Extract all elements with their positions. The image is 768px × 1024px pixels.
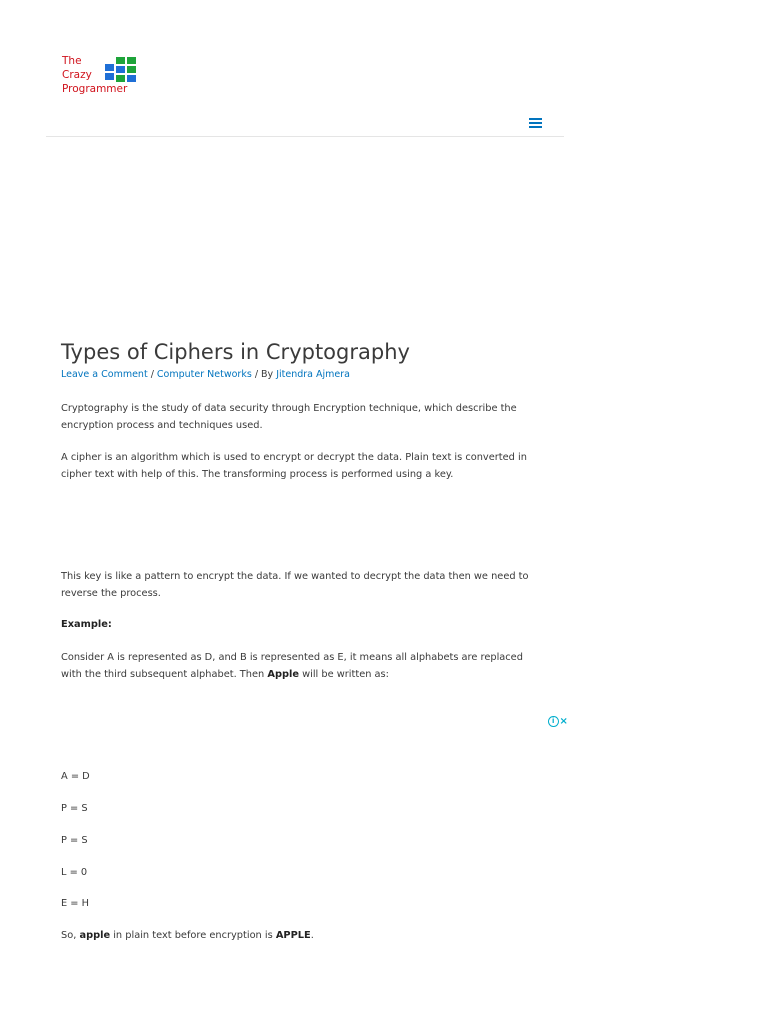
- conclusion-text-c: .: [310, 930, 314, 941]
- post-meta: [61, 368, 350, 381]
- paragraph-intro: Cryptography is the study of data security through Encryption technique, which describe the encryption process and techniques used.: [61, 403, 517, 431]
- conclusion-text-a: So,: [61, 930, 80, 941]
- site-header: [46, 0, 564, 137]
- example-label: Example:: [61, 619, 112, 630]
- example-bold-apple: Apple: [267, 669, 299, 680]
- mapping-line: P = S: [61, 803, 88, 814]
- meta-by: / By: [251, 369, 277, 380]
- logo-line-2: Crazy: [62, 69, 92, 81]
- paragraph-key: This key is like a pattern to encrypt the data. If we wanted to decrypt the data then we need to reverse the process.: [61, 571, 529, 599]
- mapping-line: E = H: [61, 898, 89, 909]
- ad-close-icon[interactable]: ×: [559, 716, 568, 727]
- hamburger-menu-icon[interactable]: [529, 118, 542, 128]
- ad-info-icon[interactable]: i: [548, 716, 559, 727]
- conclusion-bold-apple: apple: [79, 930, 111, 941]
- meta-separator: /: [147, 369, 157, 380]
- paragraph-conclusion: [61, 927, 543, 944]
- logo-line-3: Programmer: [62, 83, 128, 95]
- paragraph-example: [61, 649, 543, 683]
- example-text-b: will be written as:: [298, 669, 389, 680]
- ad-choices-badge[interactable]: [548, 716, 568, 727]
- site-logo[interactable]: [62, 54, 142, 100]
- conclusion-bold-APPLE: APPLE: [275, 930, 311, 941]
- paragraph-cipher: A cipher is an algorithm which is used to encrypt or decrypt the data. Plain text is converted in cipher text with help of this. The transforming process is performed using a key.: [61, 452, 527, 480]
- conclusion-text-b: in plain text before encryption is: [110, 930, 276, 941]
- mapping-line: A = D: [61, 771, 90, 782]
- leave-comment-link[interactable]: Leave a Comment: [61, 369, 148, 380]
- logo-line-1: The: [62, 55, 82, 67]
- category-link[interactable]: Computer Networks: [156, 369, 252, 380]
- example-text-a: Consider A is represented as D, and B is represented as E, it means all alphabets are replaced with the third subsequent alphabet. Then: [61, 652, 523, 680]
- mapping-line: P = S: [61, 835, 88, 846]
- author-link[interactable]: Jitendra Ajmera: [276, 369, 350, 380]
- example-heading: [61, 616, 543, 633]
- page-title: Types of Ciphers in Cryptography: [61, 340, 410, 364]
- mapping-line: L = 0: [61, 867, 88, 878]
